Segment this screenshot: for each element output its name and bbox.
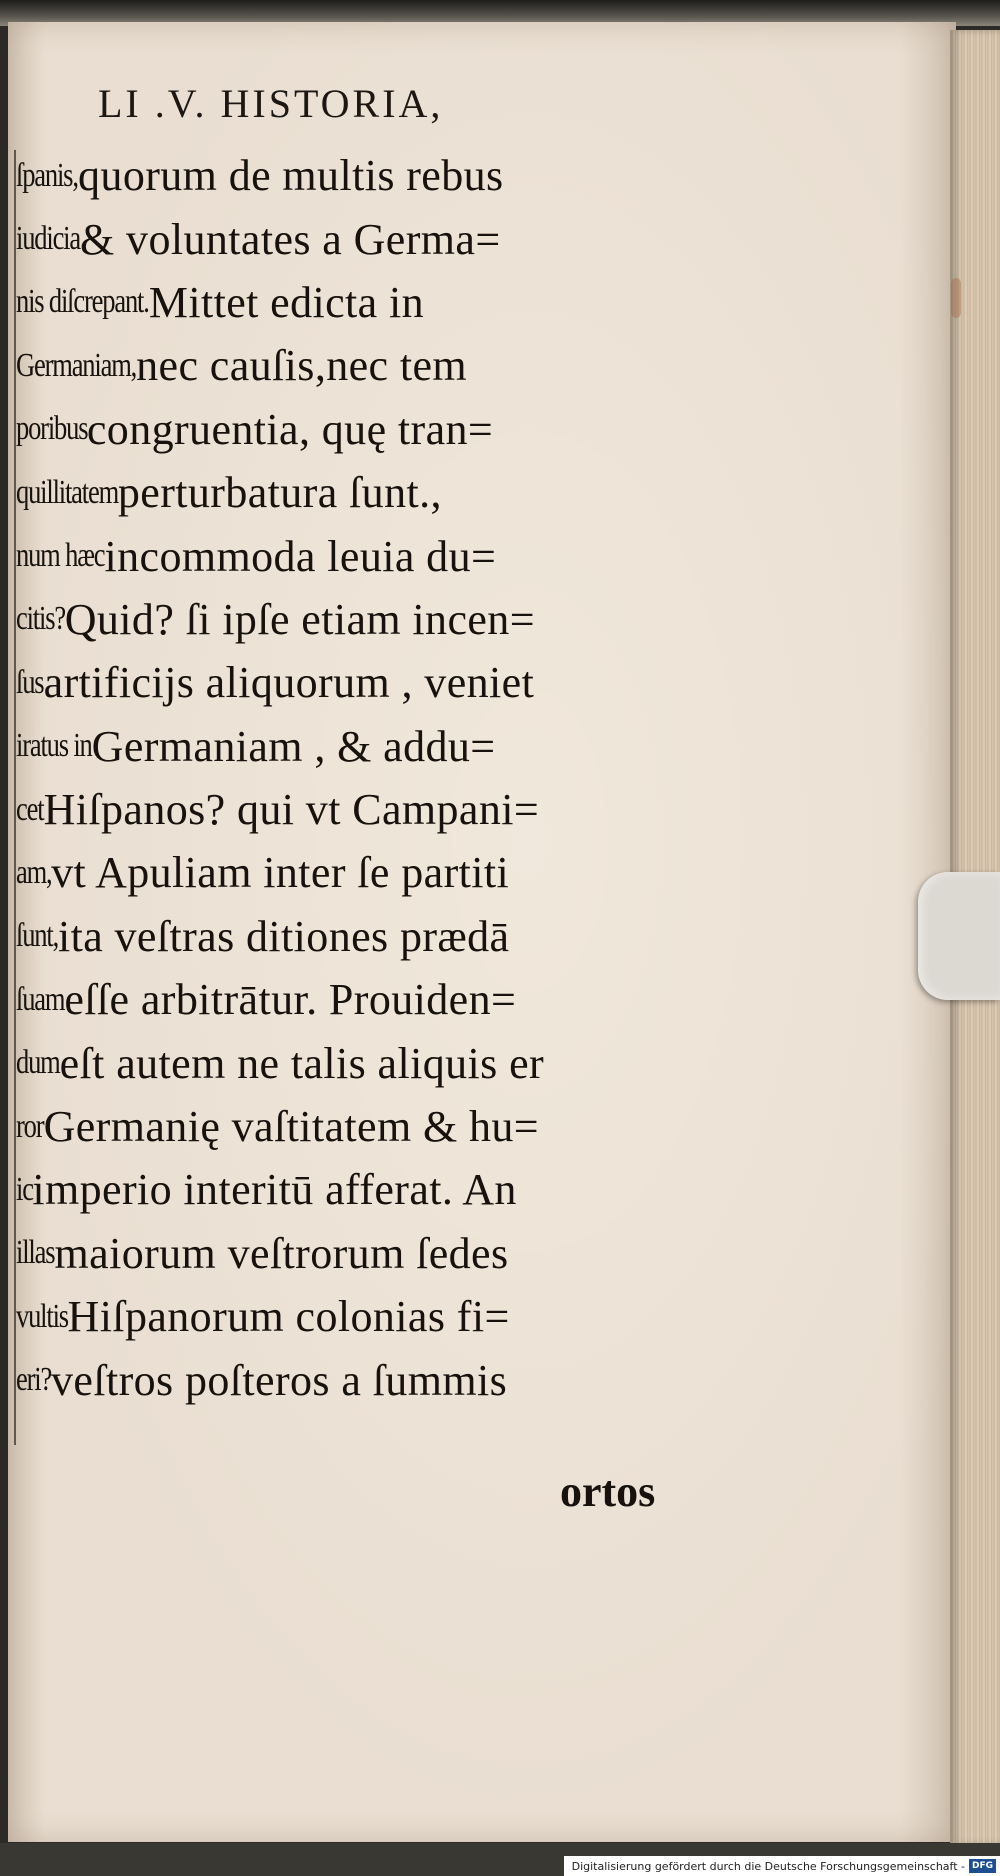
- line-rest: Quid? ſi ipſe etiam incen=: [64, 594, 535, 644]
- line-lead: citis?: [16, 600, 65, 638]
- line-rest: incommoda leuia du=: [104, 531, 497, 581]
- body-text: [16, 144, 696, 1412]
- line-lead: am,: [16, 853, 52, 891]
- funding-footer: [564, 1856, 1000, 1876]
- line-rest: Hiſpanos? qui vt Campani=: [43, 785, 540, 835]
- text-line: [16, 1348, 696, 1411]
- text-line: [16, 334, 696, 397]
- text-line: [16, 715, 696, 778]
- dfg-logo: DFG: [969, 1859, 996, 1873]
- line-rest: veſtros poſteros a ſummis: [51, 1355, 508, 1405]
- line-rest: artificijs aliquorum , veniet: [43, 658, 535, 708]
- text-line: [16, 905, 696, 968]
- line-lead: iudicia: [16, 220, 80, 258]
- line-rest: ita veſtras ditiones prædā: [57, 911, 510, 961]
- text-line: [16, 1158, 696, 1221]
- line-lead: vultis: [16, 1297, 68, 1335]
- line-rest: nec cauſis,nec tem: [136, 341, 468, 391]
- catchword: ortos: [560, 1467, 656, 1516]
- line-lead: ſunt,: [16, 917, 59, 955]
- line-lead: ror: [16, 1107, 44, 1145]
- text-line: [16, 524, 696, 587]
- line-lead: iratus in: [16, 727, 92, 765]
- text-line: [16, 144, 696, 207]
- text-line: [16, 207, 696, 270]
- line-rest: vt Apuliam inter ſe partiti: [51, 848, 510, 898]
- paper-stain: [951, 278, 961, 318]
- text-line: [16, 461, 696, 524]
- line-rest: quorum de multis rebus: [78, 151, 504, 201]
- funding-text: Digitalisierung gefördert durch die Deutsche Forschungsgemeinschaft -: [571, 1859, 965, 1873]
- line-lead: Germaniam,: [16, 346, 137, 384]
- line-lead: dum: [16, 1044, 60, 1082]
- line-rest: perturbatura ſunt.,: [117, 468, 442, 518]
- text-line: [16, 841, 696, 904]
- line-rest: eſſe arbitrātur. Prouiden=: [64, 975, 517, 1025]
- line-rest: & voluntates a Germa=: [80, 214, 501, 264]
- line-lead: poribus: [16, 410, 88, 448]
- line-lead: ſpanis,: [16, 156, 78, 194]
- text-line: [16, 1222, 696, 1285]
- text-line: [16, 1095, 696, 1158]
- line-rest: imperio interitū afferat. An: [32, 1165, 517, 1215]
- line-lead: nis diſcrepant.: [16, 283, 149, 321]
- text-line: [16, 1285, 696, 1348]
- line-lead: quillitatem: [16, 473, 119, 511]
- line-lead: eri?: [16, 1361, 52, 1399]
- line-lead: ſus: [16, 663, 44, 701]
- line-lead: ic: [16, 1170, 33, 1208]
- line-lead: illas: [16, 1234, 55, 1272]
- text-line: [16, 271, 696, 334]
- text-line: [16, 588, 696, 651]
- line-lead: ſuam: [16, 980, 65, 1018]
- text-line: [16, 651, 696, 714]
- line-rest: Germaniam , & addu=: [91, 721, 496, 771]
- line-rest: maiorum veſtrorum ſedes: [54, 1228, 509, 1278]
- line-rest: Germanię vaſtitatem & hu=: [43, 1102, 540, 1152]
- clip-marker: [918, 872, 1000, 1000]
- line-lead: num hæc: [16, 537, 105, 575]
- line-rest: Hiſpanorum colonias fi=: [67, 1292, 510, 1342]
- line-rest: Mittet edicta in: [148, 277, 425, 327]
- running-header: LI .V. HISTORIA,: [98, 81, 444, 126]
- text-line: [16, 778, 696, 841]
- text-line: [16, 398, 696, 461]
- line-lead: cet: [16, 790, 44, 828]
- text-line: [16, 968, 696, 1031]
- line-rest: eſt autem ne talis aliquis er: [59, 1038, 545, 1088]
- text-line: [16, 1031, 696, 1094]
- line-rest: congruentia, quę tran=: [86, 404, 494, 454]
